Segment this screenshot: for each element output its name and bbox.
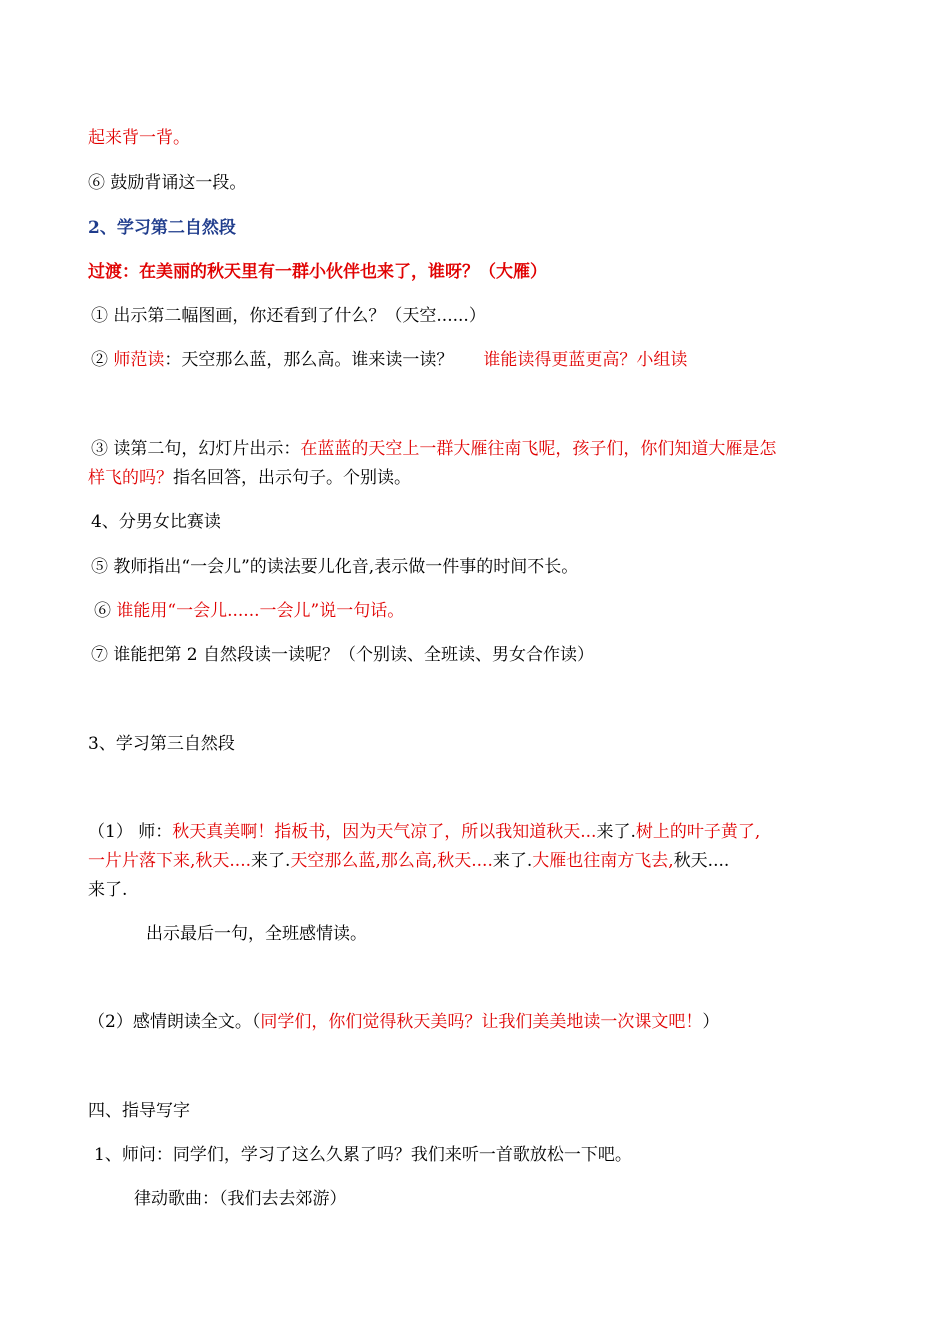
- section-heading-paragraph-2: 2、学习第二自然段: [88, 218, 236, 238]
- came-text: 来了.: [251, 851, 291, 871]
- step-teacher-board-cont: [88, 851, 729, 871]
- section-heading-paragraph-3: 3、学习第三自然段: [88, 734, 235, 754]
- step-read-paragraph-2: ⑦ 谁能把第 2 自然段读一读呢？（个别读、全班读、男女合作读）: [91, 645, 595, 665]
- came-text: 来了.: [596, 822, 636, 842]
- group-reading-prompt: 谁能读得更蓝更高？小组读: [483, 350, 688, 370]
- full-text-instruction: （2）感情朗读全文。（: [88, 1012, 261, 1032]
- step-number: ⑥: [94, 601, 117, 621]
- step-yihuier-pronunciation: ⑤ 教师指出“一会儿”的读法要儿化音,表示做一件事的时间不长。: [91, 557, 579, 577]
- answer-instruction: 指名回答，出示句子。个别读。: [173, 468, 411, 488]
- step-read-second-sentence: [91, 439, 776, 459]
- step-read-second-sentence-cont: [88, 468, 411, 488]
- board-text-1: 秋天真美啊！指板书，因为天气凉了，所以我知道秋天...: [172, 822, 597, 842]
- step-rhythm-song: 律动歌曲：（我们去去郊游）: [134, 1189, 347, 1209]
- step-teacher-board-end: 来了.: [88, 880, 128, 900]
- step-teacher-asks: 1、师问：同学们，学习了这么久累了吗？我们来听一首歌放松一下吧。: [94, 1145, 632, 1165]
- step-encourage-recite: ⑥ 鼓励背诵这一段。: [88, 173, 247, 193]
- step-boys-girls-reading: 4、分男女比赛读: [91, 512, 221, 532]
- step-teacher-reading: [91, 350, 687, 370]
- step-read-full-text: [88, 1012, 719, 1032]
- step-number: ②: [91, 350, 114, 370]
- reading-prompt: ：天空那么蓝，那么高。谁来读一读？: [164, 350, 454, 370]
- slide-intro: ③ 读第二句，幻灯片出示：: [91, 439, 301, 459]
- closing-paren: ）: [702, 1012, 720, 1032]
- board-text-4: 天空那么蓝,那么高,秋天....: [290, 851, 493, 871]
- make-sentence-prompt: 谁能用“一会儿......一会儿”说一句话。: [116, 601, 405, 621]
- step-make-sentence: [94, 601, 404, 621]
- teacher-model-reading: 师范读: [113, 350, 165, 370]
- paragraph-continuation: 起来背一背。: [88, 128, 190, 148]
- step-teacher-board: [88, 822, 760, 842]
- transition-line: 过渡：在美丽的秋天里有一群小伙伴也来了，谁呀？（大雁）: [88, 262, 547, 282]
- slide-sentence: 在蓝蓝的天空上一群大雁往南飞呢，孩子们，你们知道大雁是怎: [300, 439, 777, 459]
- board-text-5: 大雁也往南方飞去,: [532, 851, 674, 871]
- autumn-text: 秋天....: [673, 851, 730, 871]
- slide-sentence-end: 样飞的吗？: [88, 468, 173, 488]
- board-text-2: 树上的叶子黄了,: [635, 822, 761, 842]
- came-text: 来了.: [492, 851, 533, 871]
- step-show-picture-2: ① 出示第二幅图画，你还看到了什么？（天空......）: [91, 306, 486, 326]
- section-heading-writing: 四、指导写字: [88, 1101, 190, 1121]
- board-text-3: 一片片落下来,秋天....: [88, 851, 252, 871]
- step-show-last-sentence: 出示最后一句，全班感情读。: [146, 924, 367, 944]
- full-text-prompt: 同学们，你们觉得秋天美吗？让我们美美地读一次课文吧！: [260, 1012, 703, 1032]
- step-label: （1） 师：: [88, 822, 173, 842]
